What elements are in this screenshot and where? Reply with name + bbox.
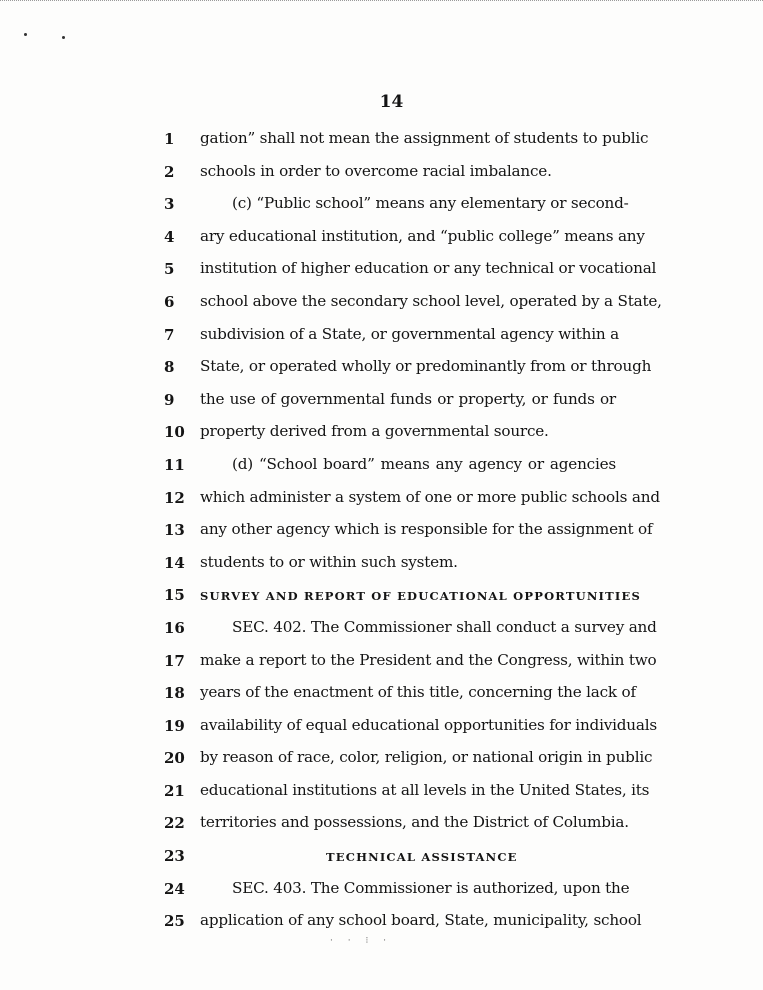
text-line — [0, 646, 763, 679]
line-text: educational institutions at all levels in the United States, its — [200, 780, 650, 799]
line-number: 1 — [164, 130, 175, 148]
scan-speck — [24, 33, 27, 36]
line-number: 21 — [164, 781, 185, 800]
line-number: 22 — [164, 814, 185, 833]
line-text: schools in order to overcome racial imbalance. — [200, 161, 552, 180]
line-text: make a report to the President and the Congress, within two — [200, 650, 657, 669]
line-number: 6 — [164, 292, 175, 311]
line-number: 16 — [164, 618, 185, 637]
line-number: 23 — [164, 847, 185, 866]
scan-specks-bottom: · · ⁝ · — [330, 936, 393, 946]
text-line — [0, 352, 763, 385]
text-line — [0, 808, 763, 841]
line-text: by reason of race, color, religion, or national origin in public — [200, 748, 653, 767]
line-number: 13 — [164, 521, 185, 540]
line-text: application of any school board, State, municipality, school — [200, 911, 642, 930]
line-text: subdivision of a State, or governmental agency within a — [200, 324, 619, 343]
line-number: 14 — [164, 553, 185, 572]
line-number: 25 — [164, 912, 185, 931]
text-line — [0, 483, 763, 516]
scan-edge-dots — [0, 0, 763, 4]
line-text: (c) “Public school” means any elementary or second- — [232, 194, 629, 213]
text-line — [0, 548, 763, 581]
line-text: SEC. 402. The Commissioner shall conduct a survey and — [232, 617, 657, 636]
line-text: SEC. 403. The Commissioner is authorized, upon the — [232, 878, 630, 897]
text-line — [0, 385, 763, 418]
text-line — [0, 222, 763, 255]
line-text: the use of governmental funds or property, or funds or — [200, 389, 616, 408]
line-text: school above the secondary school level, operated by a State, — [200, 291, 662, 310]
line-number: 24 — [164, 879, 185, 898]
line-text: State, or operated wholly or predominantly from or through — [200, 357, 652, 376]
text-line — [0, 841, 763, 874]
text-line — [0, 874, 763, 907]
line-number: 17 — [164, 651, 185, 670]
text-line — [0, 580, 763, 613]
text-line — [0, 776, 763, 809]
line-text: ary educational institution, and “public college” means any — [200, 226, 645, 245]
line-number: 15 — [164, 586, 185, 605]
page-number: 14 — [379, 92, 404, 112]
text-line — [0, 320, 763, 353]
text-lines — [0, 124, 763, 939]
line-text: institution of higher education or any technical or vocational — [200, 259, 657, 278]
line-number: 20 — [164, 749, 185, 768]
text-line — [0, 711, 763, 744]
text-line — [0, 613, 763, 646]
line-number: 3 — [164, 195, 175, 214]
line-number: 11 — [164, 455, 185, 474]
line-number: 12 — [164, 488, 185, 507]
line-number: 5 — [164, 260, 175, 279]
line-text: territories and possessions, and the District of Columbia. — [200, 813, 629, 832]
text-line — [0, 515, 763, 548]
line-number: 9 — [164, 390, 175, 409]
section-heading: TECHNICAL ASSISTANCE — [326, 850, 518, 865]
text-line — [0, 157, 763, 190]
line-number: 4 — [164, 227, 175, 246]
text-line — [0, 287, 763, 320]
text-line — [0, 254, 763, 287]
text-line — [0, 417, 763, 450]
line-number: 7 — [164, 325, 175, 344]
line-number: 18 — [164, 684, 185, 703]
text-line — [0, 124, 763, 157]
text-line — [0, 743, 763, 776]
line-number: 19 — [164, 716, 185, 735]
line-text: any other agency which is responsible for the assignment of — [200, 520, 653, 539]
line-text: property derived from a governmental source. — [200, 422, 549, 441]
line-text: students to or within such system. — [200, 552, 458, 571]
line-text: years of the enactment of this title, concerning the lack of — [200, 683, 636, 702]
text-line — [0, 906, 763, 939]
text-line — [0, 189, 763, 222]
line-text: which administer a system of one or more public schools and — [200, 487, 660, 506]
line-text: availability of equal educational opportunities for individuals — [200, 715, 657, 734]
section-heading: SURVEY AND REPORT OF EDUCATIONAL OPPORTUNITIES — [200, 589, 641, 604]
scan-speck — [62, 36, 65, 39]
line-number: 2 — [164, 162, 175, 181]
line-number: 10 — [164, 423, 185, 442]
line-number: 8 — [164, 358, 175, 377]
text-line — [0, 678, 763, 711]
line-text: (d) “School board” means any agency or agencies — [232, 454, 616, 473]
line-text: gation” shall not mean the assignment of students to public — [200, 129, 649, 147]
text-line — [0, 450, 763, 483]
